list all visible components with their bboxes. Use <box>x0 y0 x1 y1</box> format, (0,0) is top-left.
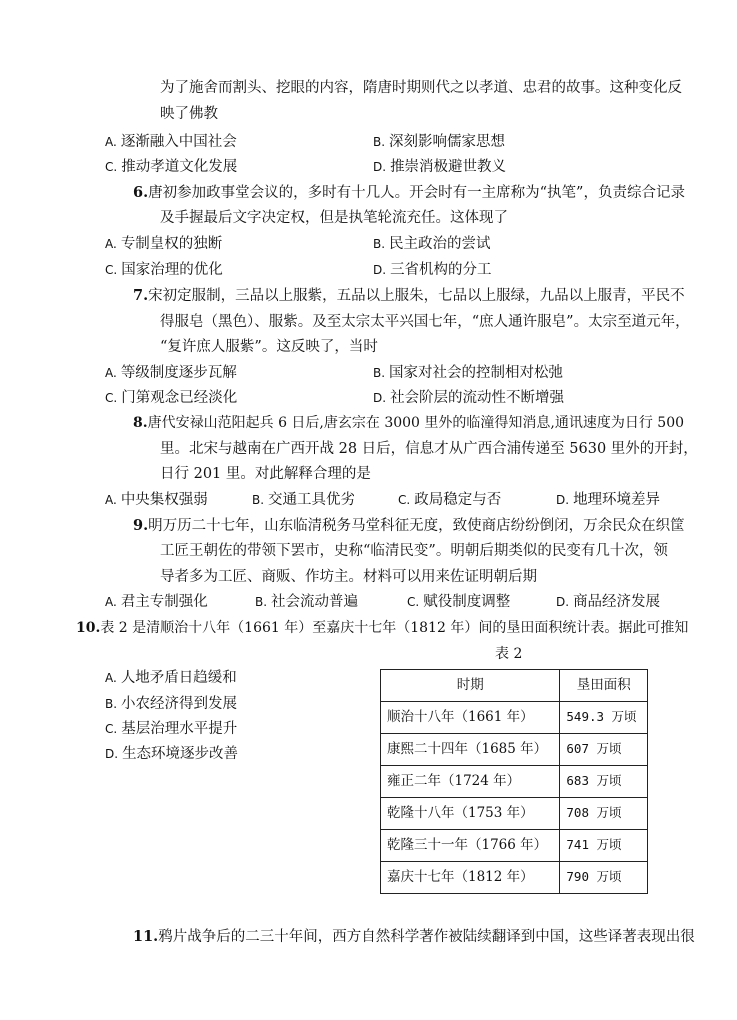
option-label: A. <box>105 595 117 609</box>
option-label: B. <box>252 493 265 507</box>
option-text: 门第观念已经淡化 <box>121 390 238 406</box>
table-row <box>381 766 648 798</box>
option-text: 民主政治的尝试 <box>389 236 491 252</box>
q8-stem-line-2: 里。北宋与越南在广西开战 28 日后，信息才从广西合浦传递至 5630 里外的开封， <box>160 441 698 457</box>
q6-stem-line-2: 及手握最后文字决定权，但是执笔轮流充任。这体现了 <box>160 210 508 226</box>
option-label: D. <box>373 391 387 405</box>
option-label: B. <box>105 697 118 711</box>
cell-area: 683 万顷 <box>560 766 648 798</box>
q6-option-c[interactable] <box>105 263 223 278</box>
q7-stem-line-2: 得服皂（黑色）、服紫。及至太宗太平兴国七年，“庶人通许服皂”。太宗至道元年， <box>160 314 690 330</box>
option-label: C. <box>105 160 118 174</box>
option-text: 国家治理的优化 <box>121 262 223 278</box>
table-caption: 表 2 <box>495 646 523 662</box>
q8-option-b[interactable] <box>252 493 355 508</box>
option-text: 国家对社会的控制相对松弛 <box>389 365 564 381</box>
q8-stem-line-1 <box>133 416 684 430</box>
q11-stem-line-1 <box>133 930 695 945</box>
option-text: 基层治理水平提升 <box>121 721 238 737</box>
option-text: 人地矛盾日趋缓和 <box>120 670 237 686</box>
option-label: B. <box>373 135 386 149</box>
q9-stem-line-1 <box>133 519 685 534</box>
table-row <box>381 734 648 766</box>
stem-text: 表 2 是清顺治十八年（1661 年）至嘉庆十七年（1812 年）间的垦田面积统计表。据此可推知 <box>100 620 689 636</box>
option-text: 地理环境差异 <box>573 492 661 508</box>
q5-option-a[interactable] <box>105 135 237 150</box>
option-label: A. <box>105 493 117 507</box>
question-number: 8. <box>133 415 148 431</box>
option-text: 生态环境逐步改善 <box>122 746 239 762</box>
table-row <box>381 830 648 862</box>
question-number: 7. <box>133 287 149 304</box>
option-text: 逐渐融入中国社会 <box>120 134 237 150</box>
cell-period: 乾隆三十一年（1766 年） <box>381 830 560 862</box>
question-number: 9. <box>133 517 149 534</box>
q5-stem-line-2: 映了佛教 <box>160 106 218 122</box>
option-label: D. <box>373 160 387 174</box>
q6-option-a[interactable] <box>105 237 222 252</box>
q8-stem-line-3: 日行 201 里。对此解释合理的是 <box>160 466 371 482</box>
option-text: 小农经济得到发展 <box>121 696 238 712</box>
q9-option-a[interactable] <box>105 595 208 610</box>
q6-option-d[interactable] <box>373 263 492 278</box>
q6-option-b[interactable] <box>373 237 491 252</box>
cell-period: 雍正二年（1724 年） <box>381 766 560 798</box>
q7-option-a[interactable] <box>105 366 237 381</box>
table-row <box>381 798 648 830</box>
table-row <box>381 702 648 734</box>
header-period: 时期 <box>381 670 560 702</box>
cell-period: 康熙二十四年（1685 年） <box>381 734 560 766</box>
option-text: 商品经济发展 <box>573 594 661 610</box>
q7-option-d[interactable] <box>373 391 564 406</box>
q8-option-a[interactable] <box>105 493 208 508</box>
q5-option-c[interactable] <box>105 160 237 175</box>
option-label: A. <box>105 135 117 149</box>
cell-area: 549.3 万顷 <box>560 702 648 734</box>
cell-period: 乾隆十八年（1753 年） <box>381 798 560 830</box>
cell-period: 嘉庆十七年（1812 年） <box>381 862 560 894</box>
q9-option-b[interactable] <box>255 595 358 610</box>
option-text: 等级制度逐步瓦解 <box>120 365 237 381</box>
option-text: 推动孝道文化发展 <box>121 159 238 175</box>
q5-stem-line-1: 为了施舍而割头、挖眼的内容，隋唐时期则代之以孝道、忠君的故事。这种变化反 <box>160 80 682 96</box>
option-text: 政局稳定与否 <box>414 492 502 508</box>
option-label: A. <box>105 671 117 685</box>
q9-stem-line-3: 导者多为工匠、商贩、作坊主。材料可以用来佐证明朝后期 <box>160 569 537 585</box>
option-label: B. <box>373 237 386 251</box>
option-text: 深刻影响儒家思想 <box>389 134 506 150</box>
stem-text: 明万历二十七年，山东临清税务马堂科征无度，致使商店纷纷倒闭，万余民众在织筐 <box>148 518 685 534</box>
option-label: C. <box>105 263 118 277</box>
cell-area: 790 万顷 <box>560 862 648 894</box>
option-text: 君主专制强化 <box>120 594 208 610</box>
q7-stem-line-1 <box>133 289 685 304</box>
cell-area: 708 万顷 <box>560 798 648 830</box>
header-area: 垦田面积 <box>560 670 648 702</box>
cell-area: 741 万顷 <box>560 830 648 862</box>
q9-option-d[interactable] <box>556 595 660 610</box>
q6-stem-line-1 <box>133 186 685 201</box>
cell-period: 顺治十八年（1661 年） <box>381 702 560 734</box>
question-number: 6. <box>133 184 149 201</box>
q5-option-d[interactable] <box>373 160 506 175</box>
option-label: C. <box>105 391 118 405</box>
option-text: 三省机构的分工 <box>390 262 492 278</box>
option-label: C. <box>407 595 420 609</box>
option-label: D. <box>556 595 570 609</box>
q10-stem <box>76 621 688 635</box>
q10-option-c[interactable] <box>105 722 237 737</box>
q10-option-d[interactable] <box>105 747 238 762</box>
option-label: D. <box>373 263 387 277</box>
stem-text: 宋初定服制，三品以上服紫，五品以上服朱，七品以上服绿，九品以上服青，平民不 <box>148 288 685 304</box>
q7-option-b[interactable] <box>373 366 563 381</box>
q8-option-c[interactable] <box>398 493 501 508</box>
q8-option-d[interactable] <box>556 493 660 508</box>
option-label: C. <box>398 493 411 507</box>
option-text: 赋役制度调整 <box>423 594 511 610</box>
option-text: 中央集权强弱 <box>120 492 208 508</box>
reclaimed-land-table <box>380 669 648 894</box>
cell-area: 607 万顷 <box>560 734 648 766</box>
option-label: A. <box>105 366 117 380</box>
stem-text: 鸦片战争后的二三十年间，西方自然科学著作被陆续翻译到中国，这些译著表现出很 <box>158 929 695 945</box>
option-text: 交通工具优劣 <box>268 492 356 508</box>
option-label: A. <box>105 237 117 251</box>
q7-stem-line-3: “复许庶人服紫”。这反映了，当时 <box>160 339 378 355</box>
option-text: 推崇消极避世教义 <box>390 159 507 175</box>
option-label: D. <box>105 747 119 761</box>
q9-option-c[interactable] <box>407 595 510 610</box>
stem-text: 唐初参加政事堂会议的，多时有十几人。开会时有一主席称为“执笔”，负责综合记录 <box>148 185 685 201</box>
option-text: 专制皇权的独断 <box>120 236 223 252</box>
stem-text: 唐代安禄山范阳起兵 6 日后,唐玄宗在 3000 里外的临潼得知消息,通讯速度为日行 500 <box>147 415 685 431</box>
q10-option-a[interactable] <box>105 671 237 686</box>
table-header-row <box>381 670 648 702</box>
option-text: 社会阶层的流动性不断增强 <box>390 390 565 406</box>
option-label: C. <box>105 722 118 736</box>
option-label: B. <box>255 595 268 609</box>
question-number: 10. <box>76 620 101 636</box>
option-label: D. <box>556 493 570 507</box>
q9-stem-line-2: 工匠王朝佐的带领下罢市，史称“临清民变”。明朝后期类似的民变有几十次，领 <box>160 543 668 559</box>
option-label: B. <box>373 366 386 380</box>
question-number: 11. <box>133 928 159 945</box>
q7-option-c[interactable] <box>105 391 237 406</box>
option-text: 社会流动普遍 <box>271 594 359 610</box>
table-row <box>381 862 648 894</box>
q5-option-b[interactable] <box>373 135 505 150</box>
q10-option-b[interactable] <box>105 697 237 712</box>
